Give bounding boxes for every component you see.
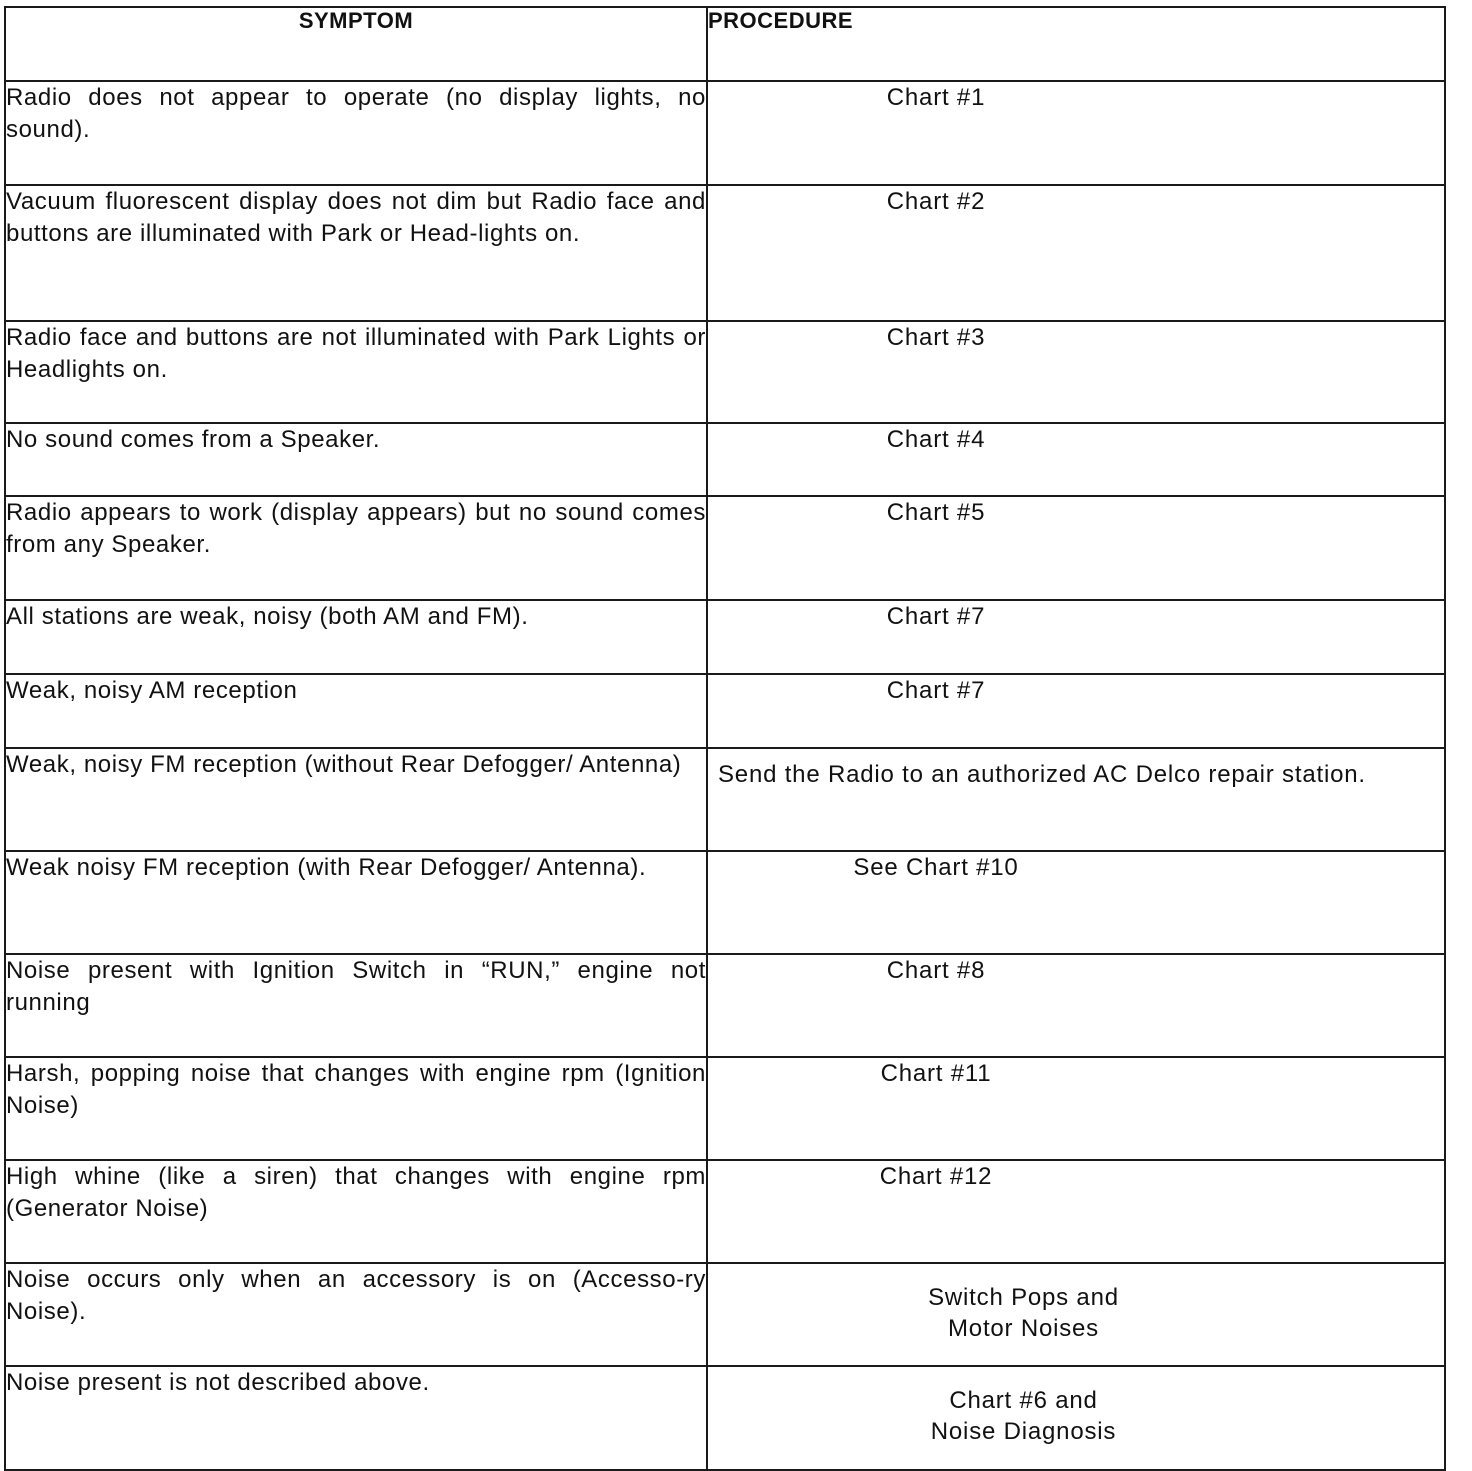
procedure-text: Chart #2 (886, 188, 986, 215)
procedure-text: Send the Radio to an authorized AC Delco repair station. (718, 761, 1366, 788)
table-row (5, 321, 1445, 423)
symptom-cell: Weak noisy FM reception (with Rear Defogger/ Antenna). (5, 851, 707, 954)
symptom-cell: Noise present is not described above. (5, 1366, 707, 1470)
table-row (5, 851, 1445, 954)
symptom-column-header: SYMPTOM (5, 7, 707, 81)
table-row (5, 496, 1445, 600)
symptom-cell: Radio does not appear to operate (no display lights, no sound). (5, 81, 707, 185)
table-row (5, 423, 1445, 496)
procedure-text: Chart #3 (886, 324, 986, 351)
procedure-text: Chart #7 (886, 677, 986, 704)
symptom-cell: Weak, noisy FM reception (without Rear Defogger/ Antenna) (5, 748, 707, 851)
procedure-cell (707, 600, 1445, 674)
procedure-text: See Chart #10 (853, 854, 1019, 881)
table-header-row (5, 7, 1445, 81)
procedure-cell (707, 1160, 1445, 1263)
procedure-cell (707, 851, 1445, 954)
procedure-cell (707, 423, 1445, 496)
procedure-cell (707, 1263, 1445, 1366)
symptom-cell: Noise present with Ignition Switch in “RUN,” engine not running (5, 954, 707, 1057)
table-row (5, 185, 1445, 321)
procedure-text: Chart #7 (886, 603, 986, 630)
table-row (5, 1263, 1445, 1366)
procedure-cell (707, 674, 1445, 748)
procedure-cell (707, 185, 1445, 321)
procedure-text: Chart #11 (880, 1060, 992, 1087)
procedure-text: Chart #5 (886, 499, 986, 526)
symptom-procedure-table (4, 6, 1446, 1471)
table-row (5, 954, 1445, 1057)
procedure-cell (707, 81, 1445, 185)
symptom-cell: Vacuum fluorescent display does not dim but Radio face and buttons are illuminated with Park or Head-lights on. (5, 185, 707, 321)
procedure-text: Chart #8 (886, 957, 986, 984)
procedure-text: Chart #1 (886, 84, 986, 111)
symptom-cell: Weak, noisy AM reception (5, 674, 707, 748)
table-row (5, 748, 1445, 851)
procedure-text: Switch Pops and Motor Noises (928, 1284, 1119, 1342)
symptom-cell: All stations are weak, noisy (both AM and FM). (5, 600, 707, 674)
symptom-cell: Harsh, popping noise that changes with engine rpm (Ignition Noise) (5, 1057, 707, 1160)
table-row (5, 81, 1445, 185)
procedure-cell (707, 748, 1445, 851)
symptom-cell: Radio appears to work (display appears) but no sound comes from any Speaker. (5, 496, 707, 600)
symptom-cell: Radio face and buttons are not illuminated with Park Lights or Headlights on. (5, 321, 707, 423)
table-row (5, 1057, 1445, 1160)
procedure-cell (707, 321, 1445, 423)
procedure-cell (707, 496, 1445, 600)
symptom-cell: No sound comes from a Speaker. (5, 423, 707, 496)
procedure-column-header: PROCEDURE (707, 7, 1445, 81)
procedure-text: Chart #4 (886, 426, 986, 453)
table-row (5, 1366, 1445, 1470)
procedure-text: Chart #6 and Noise Diagnosis (930, 1387, 1117, 1445)
procedure-cell (707, 954, 1445, 1057)
table-row (5, 674, 1445, 748)
procedure-cell (707, 1057, 1445, 1160)
symptom-cell: High whine (like a siren) that changes with engine rpm (Generator Noise) (5, 1160, 707, 1263)
symptom-cell: Noise occurs only when an accessory is on (Accesso-ry Noise). (5, 1263, 707, 1366)
table-row (5, 600, 1445, 674)
procedure-cell (707, 1366, 1445, 1470)
table-row (5, 1160, 1445, 1263)
procedure-text: Chart #12 (879, 1163, 993, 1190)
